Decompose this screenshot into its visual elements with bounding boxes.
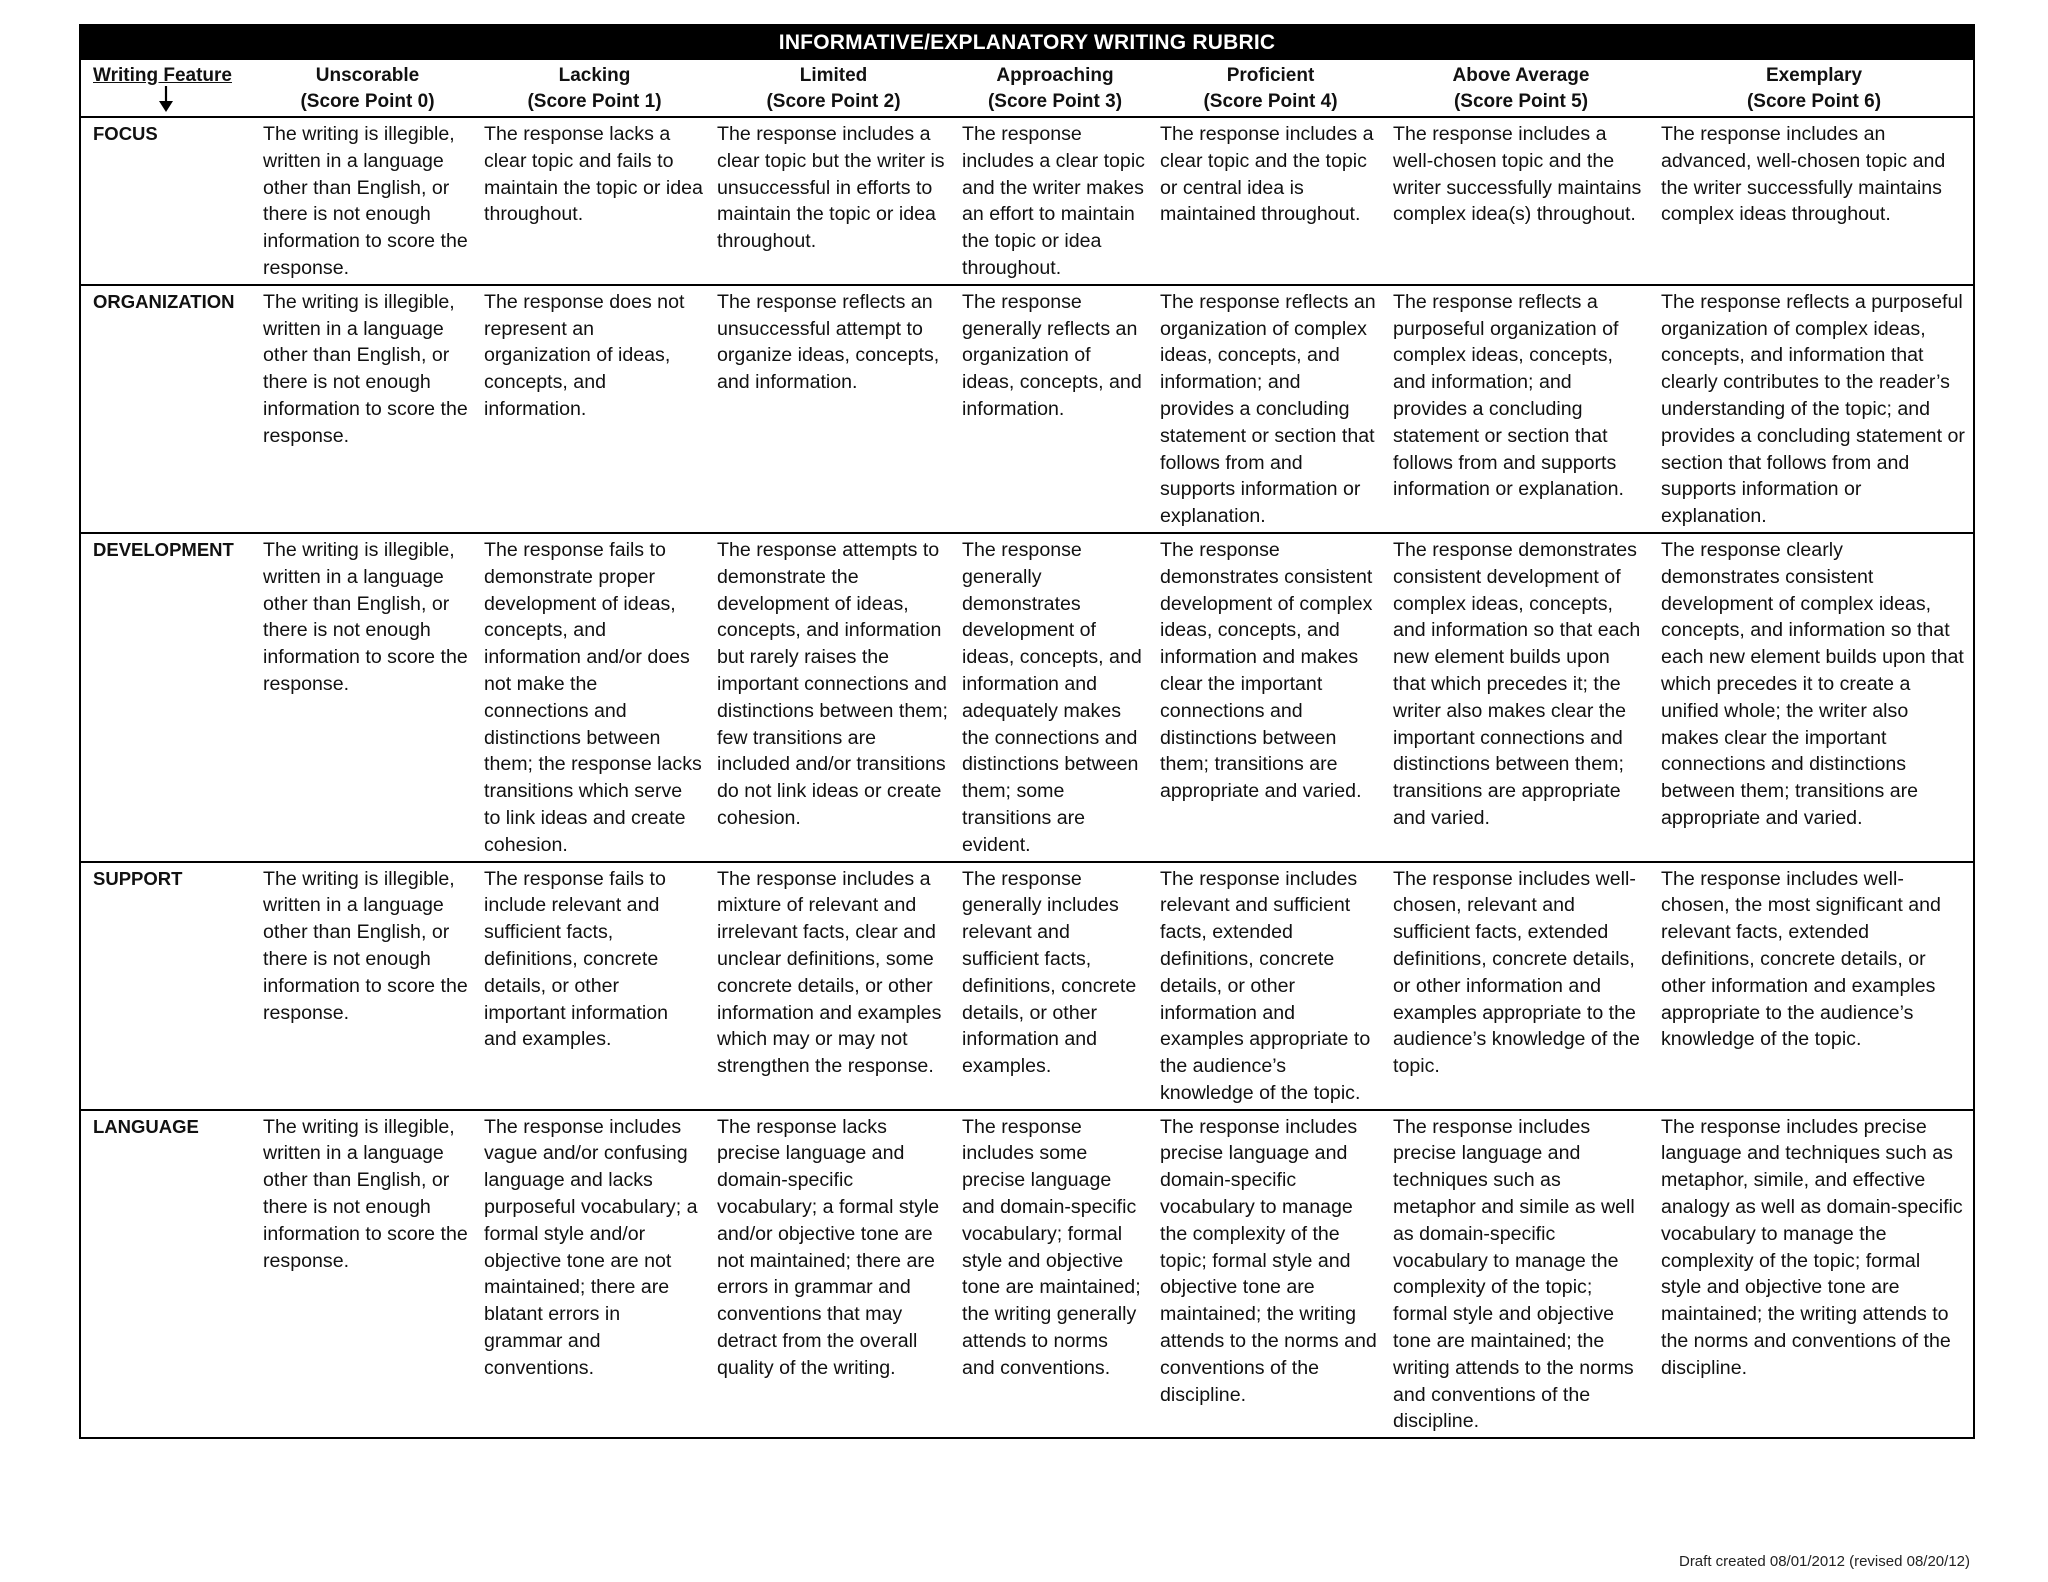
- rubric-cell: The response reflects an organization of complex ideas, concepts, and information; and provides a concluding statement or section that follows from and supports information or explanation.: [1160, 290, 1376, 528]
- rubric-table-frame: [79, 24, 1975, 1439]
- score-column-header-1: Lacking (Score Point 1): [478, 60, 711, 117]
- rubric-cell: The response includes well-chosen, relevant and sufficient facts, extended definitions, concrete details, or other information and examples appropriate to the audience’s knowledge of the topic.: [1393, 867, 1640, 1078]
- rubric-row-organization: [81, 285, 1973, 533]
- rubric-cell: The response generally includes relevant and sufficient facts, definitions, concrete details, or other information and examples.: [962, 867, 1137, 1078]
- rubric-cell: The response includes a mixture of relevant and irrelevant facts, clear and unclear definitions, some concrete details, or other information and examples which may or may not strengthen the response.: [717, 867, 942, 1078]
- writing-feature-label: Writing Feature: [93, 65, 232, 86]
- rubric-cell: The response includes a clear topic and the topic or central idea is maintained throughout.: [1160, 123, 1374, 226]
- rubric-cell: The response generally reflects an organization of ideas, concepts, and information.: [962, 290, 1142, 420]
- rubric-cell: The response reflects an unsuccessful attempt to organize ideas, concepts, and information.: [717, 290, 940, 394]
- rubric-cell: The response includes a well-chosen topic and the writer successfully maintains complex idea(s) throughout.: [1393, 123, 1642, 226]
- rubric-cell: The writing is illegible, written in a language other than English, or there is not enough information to score the response.: [263, 123, 468, 279]
- rubric-row-development: [81, 533, 1973, 862]
- row-label-focus: FOCUS: [93, 123, 158, 144]
- score-column-header-2: Limited (Score Point 2): [711, 60, 956, 117]
- rubric-cell: The response reflects a purposeful organization of complex ideas, concepts, and information; and provides a concluding statement or section that follows from and supports information or explanation.: [1393, 290, 1624, 501]
- rubric-cell: The writing is illegible, written in a language other than English, or there is not enough information to score the response.: [263, 867, 468, 1024]
- rubric-cell: The response includes a clear topic but the writer is unsuccessful in efforts to maintain the topic or idea throughout.: [717, 123, 945, 253]
- score-column-header-5: Above Average (Score Point 5): [1387, 60, 1655, 117]
- down-arrow-icon: [155, 84, 177, 114]
- feature-column-header: [81, 60, 257, 117]
- rubric-cell: The response includes precise language and techniques such as metaphor and simile as well as domain-specific vocabulary to manage the complexity of the topic; formal style and objective tone are maintained; the writing attends to the norms and conventions of the discipline.: [1393, 1115, 1635, 1433]
- score-column-header-0: Unscorable (Score Point 0): [257, 60, 478, 117]
- score-column-header-3: Approaching (Score Point 3): [956, 60, 1154, 117]
- row-label-organization: ORGANIZATION: [93, 290, 235, 312]
- row-label-support: SUPPORT: [93, 867, 183, 889]
- rubric-cell: The response includes some precise language and domain-specific vocabulary; formal style and objective tone are maintained; the writing generally attends to norms and conventions.: [962, 1115, 1141, 1379]
- rubric-cell: The response includes precise language and domain-specific vocabulary to manage the complexity of the topic; formal style and objective tone are maintained; the writing attends to the norms and conventions of the discipline.: [1160, 1115, 1377, 1406]
- rubric-table: [81, 60, 1973, 1437]
- rubric-cell: The writing is illegible, written in a language other than English, or there is not enough information to score the response.: [263, 1115, 468, 1272]
- rubric-cell: The response includes relevant and sufficient facts, extended definitions, concrete details, or other information and examples appropriate to the audience’s knowledge of the topic.: [1160, 867, 1371, 1104]
- rubric-cell: The response demonstrates consistent development of complex ideas, concepts, and information and makes clear the important connections and distinctions between them; transitions are appropriate and varied.: [1160, 538, 1373, 803]
- rubric-cell: The response includes well-chosen, the most significant and relevant facts, extended definitions, concrete details, or other information and examples appropriate to the audience’s knowledge of the topic.: [1661, 867, 1941, 1051]
- rubric-cell: The response generally demonstrates development of ideas, concepts, and information and adequately makes the connections and distinctions between them; some transitions are evident.: [962, 538, 1142, 856]
- row-label-language: LANGUAGE: [93, 1115, 199, 1137]
- rubric-cell: The response includes an advanced, well-chosen topic and the writer successfully maintains complex ideas throughout.: [1661, 123, 1946, 226]
- rubric-cell: The response lacks precise language and domain-specific vocabulary; a formal style and/or objective tone are not maintained; there are errors in grammar and conventions that may detract from the overall quality of the writing.: [717, 1115, 940, 1379]
- rubric-row-focus: [81, 117, 1973, 285]
- score-column-header-4: Proficient (Score Point 4): [1154, 60, 1387, 117]
- rubric-cell: The response fails to include relevant and sufficient facts, definitions, concrete details, or other important information and examples.: [484, 867, 669, 1051]
- rubric-row-support: [81, 862, 1973, 1110]
- rubric-title: INFORMATIVE/EXPLANATORY WRITING RUBRIC: [81, 26, 1973, 60]
- row-label-development: DEVELOPMENT: [93, 538, 234, 560]
- rubric-cell: The writing is illegible, written in a language other than English, or there is not enough information to score the response.: [263, 290, 468, 447]
- draft-date-note: Draft created 08/01/2012 (revised 08/20/12): [1678, 1553, 1970, 1570]
- rubric-cell: The response demonstrates consistent development of complex ideas, concepts, and information so that each new element builds upon that which precedes it; the writer also makes clear the important connections and distinctions between them; transitions are appropriate and varied.: [1393, 538, 1641, 829]
- rubric-cell: The response includes vague and/or confusing language and lacks purposeful vocabulary; a formal style and/or objective tone are not maintained; there are blatant errors in grammar and conventions.: [484, 1115, 698, 1379]
- header-row: [81, 60, 1973, 117]
- rubric-row-language: [81, 1110, 1973, 1438]
- rubric-cell: The response reflects a purposeful organization of complex ideas, concepts, and information that clearly contributes to the reader’s understanding of the topic; and provides a concluding statement or section that follows from and supports information or explanation.: [1661, 290, 1965, 528]
- rubric-cell: The response fails to demonstrate proper development of ideas, concepts, and information and/or does not make the connections and distinctions between them; the response lacks transitions which serve to link ideas and create cohesion.: [484, 538, 702, 856]
- rubric-cell: The response includes precise language and techniques such as metaphor, simile, and effective analogy as well as domain-specific vocabulary to manage the complexity of the topic; formal style and objective tone are maintained; the writing attends to the norms and conventions of the discipline.: [1661, 1115, 1963, 1379]
- score-column-header-6: Exemplary (Score Point 6): [1655, 60, 1973, 117]
- rubric-cell: The response does not represent an organization of ideas, concepts, and information.: [484, 290, 685, 420]
- rubric-cell: The response clearly demonstrates consistent development of complex ideas, concepts, and information so that each new element builds upon that which precedes it to create a unified whole; the writer also makes clear the important connections and distinctions between them; transitions are appropriate and varied.: [1661, 538, 1964, 829]
- rubric-cell: The response includes a clear topic and the writer makes an effort to maintain the topic or idea throughout.: [962, 123, 1145, 279]
- rubric-cell: The writing is illegible, written in a language other than English, or there is not enough information to score the response.: [263, 538, 468, 695]
- rubric-cell: The response attempts to demonstrate the development of ideas, concepts, and information but rarely raises the important connections and distinctions between them; few transitions are included and/or transitions do not link ideas or create cohesion.: [717, 538, 948, 829]
- rubric-cell: The response lacks a clear topic and fails to maintain the topic or idea throughout.: [484, 123, 703, 226]
